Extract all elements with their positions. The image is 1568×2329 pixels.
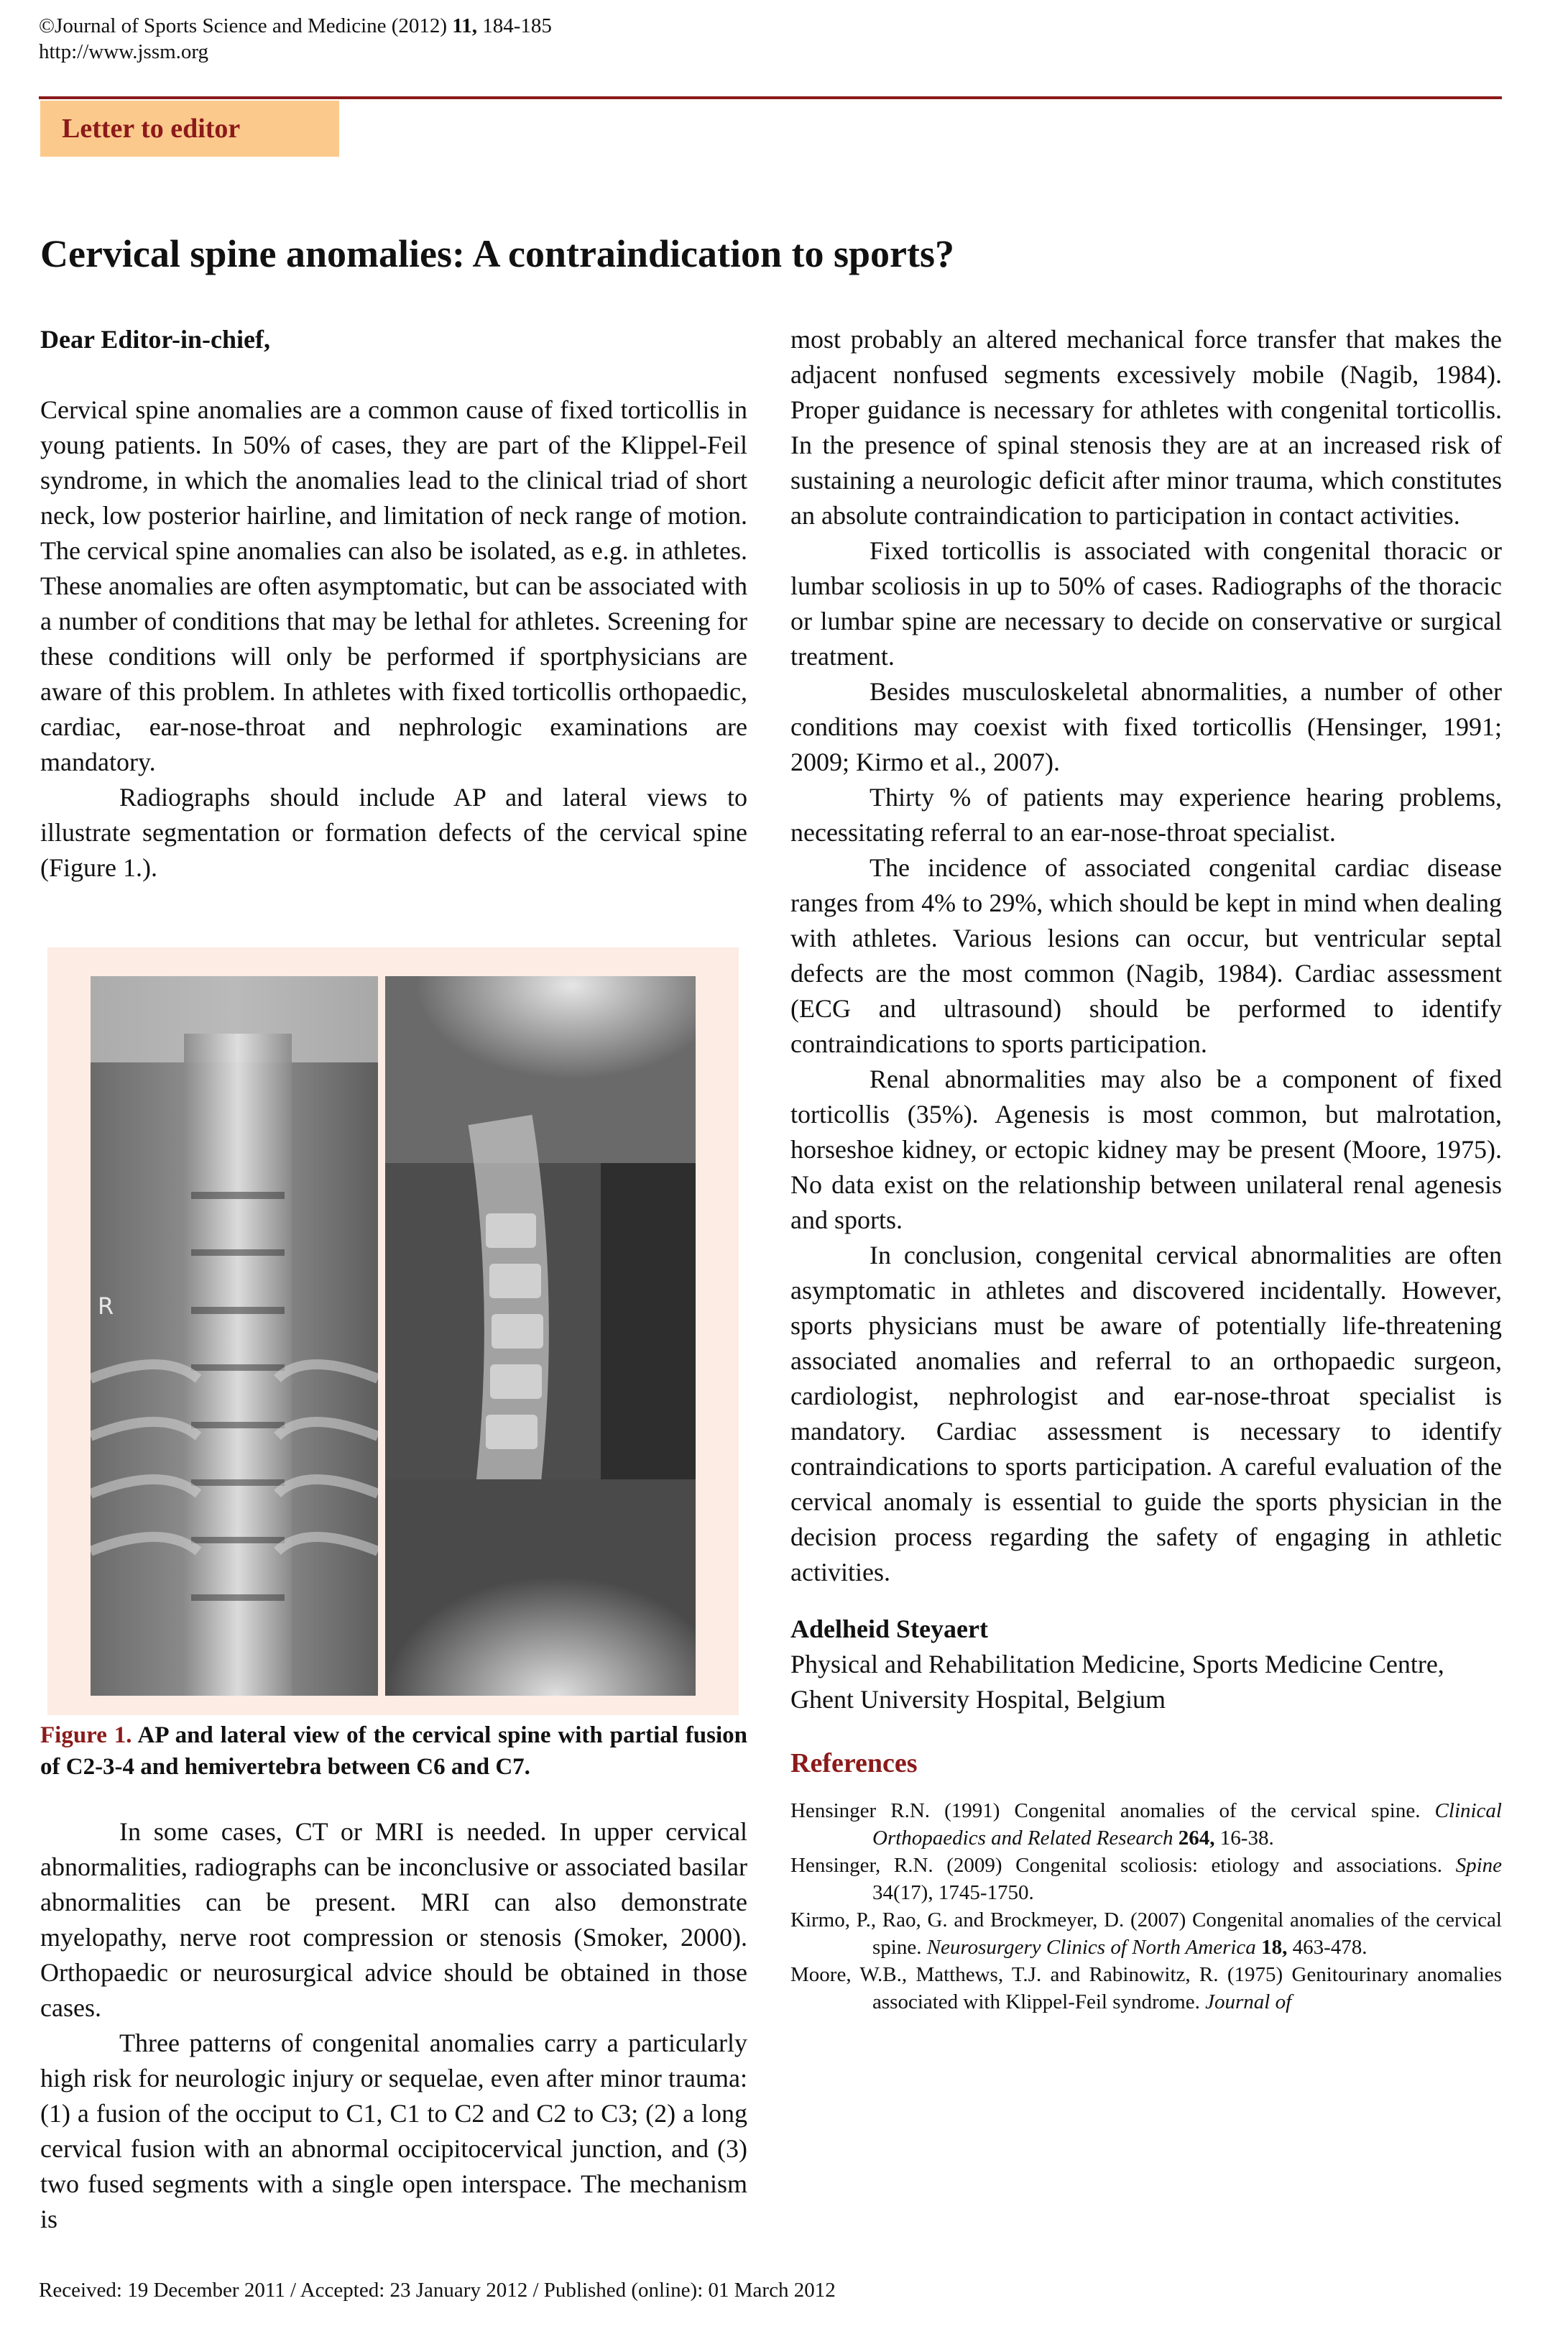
reference-authors: Hensinger, R.N. (2009) Congenital scoliosis: etiology and associations. — [790, 1854, 1456, 1877]
reference-journal: Spine — [1455, 1854, 1502, 1877]
reference-journal: Journal of — [1205, 1990, 1292, 2013]
reference-authors: Moore, W.B., Matthews, T.J. and Rabinowitz, R. (1975) Genitourinary anomalies associated with Klippel-Feil syndrome. — [790, 1963, 1502, 2013]
paragraph: Fixed torticollis is associated with congenital thoracic or lumbar scoliosis in up to 50% of cases. Radiographs of the thoracic or lumbar spine are necessary to decide on conservative or surgical treatment. — [790, 536, 1502, 671]
author-name: Adelheid Steyaert — [790, 1614, 988, 1643]
paragraph: Three patterns of congenital anomalies carry a particularly high risk for neurologic injury or sequelae, even after minor trauma: (1) a fusion of the occiput to C1, C1 to C2 and C2 to C3; (2) a long cervical fusion with an abnormal occipitocervical junction, and (3) two fused segments with a single open interspace. The mechanism is — [40, 2029, 747, 2233]
author-affiliation: Physical and Rehabilitation Medicine, Sports Medicine Centre, Ghent University Hospital, Belgium — [790, 1650, 1444, 1714]
reference-volume: 264, — [1173, 1827, 1215, 1850]
reference-pages: 34(17), 1745-1750. — [872, 1881, 1034, 1904]
figure-caption — [40, 1719, 747, 1783]
journal-citation — [39, 13, 552, 39]
reference-authors: Hensinger R.N. (1991) Congenital anomalies of the cervical spine. — [790, 1799, 1435, 1822]
paragraph: Cervical spine anomalies are a common cause of fixed torticollis in young patients. In 50% of cases, they are part of the Klippel-Feil syndrome, in which the anomalies lead to the clinical triad of short neck, low posterior hairline, and limitation of neck range of motion. The cervical spine anomalies can also be isolated, as e.g. in athletes. These anomalies are often asymptomatic, but can be associated with a number of conditions that may be lethal for athletes. Screening for these conditions will only be performed if sportphysicians are aware of this problem. In athletes with fixed torticollis orthopaedic, cardiac, ear-nose-throat and nephrologic examinations are mandatory. — [40, 395, 747, 776]
xray-ap-view — [91, 976, 378, 1696]
journal-volume: 11, — [452, 14, 477, 37]
paragraph: The incidence of associated congenital cardiac disease ranges from 4% to 29%, which should be kept in mind when dealing with athletes. Various lesions can occur, but ventricular septal defects are the most common (Nagib, 1984). Cardiac assessment (ECG and ultrasound) should be performed to identify contraindications to sports participation. — [790, 853, 1502, 1058]
paragraph: In conclusion, congenital cervical abnormalities are often asymptomatic in athletes and discovered incidentally. However, sports physicians must be aware of potentially life-threatening associated anomalies and referral to an orthopaedic surgeon, cardiologist, nephrologist and ear-nose-throat specialist is mandatory. Cardiac assessment is necessary to identify contraindications to sports participation. A careful evaluation of the cervical anomaly is essential to guide the sports physician in the decision process regarding the safety of engaging in athletic activities. — [790, 1241, 1502, 1586]
paragraph: Radiographs should include AP and lateral views to illustrate segmentation or formation defects of the cervical spine (Figure 1.). — [40, 783, 747, 882]
reference-item — [790, 1906, 1502, 1961]
reference-pages: 16-38. — [1214, 1827, 1274, 1850]
paragraph: most probably an altered mechanical force transfer that makes the adjacent nonfused segments excessively mobile (Nagib, 1984). Proper guidance is necessary for athletes with congenital torticollis. In the presence of spinal stenosis they are at an increased risk of sustaining a neurologic deficit after minor trauma, which constitutes an absolute contraindication to participation in contact activities. — [790, 325, 1502, 530]
journal-line: ©Journal of Sports Science and Medicine (2012) — [39, 14, 453, 37]
left-column-top — [40, 322, 747, 886]
paragraph: Renal abnormalities may also be a component of fixed torticollis (35%). Agenesis is most common, but malrotation, horseshoe kidney, or ectopic kidney may be present (Moore, 1975). No data exist on the relationship between unilateral renal agenesis and sports. — [790, 1065, 1502, 1234]
section-label: Letter to editor — [40, 101, 339, 157]
references-heading: References — [790, 1748, 918, 1778]
left-column-bottom — [40, 1814, 747, 2237]
reference-item — [790, 1961, 1502, 2016]
publication-dates: Received: 19 December 2011 / Accepted: 23 January 2012 / Published (online): 01 March 2012 — [39, 2279, 836, 2302]
reference-volume: 18, — [1255, 1936, 1288, 1959]
right-column — [790, 322, 1502, 2016]
header-rule — [39, 96, 1502, 99]
paragraph: Besides musculoskeletal abnormalities, a number of other conditions may coexist with fixed torticollis (Hensinger, 1991; 2009; Kirmo et al., 2007). — [790, 677, 1502, 776]
journal-url[interactable]: http://www.jssm.org — [39, 40, 209, 63]
reference-item — [790, 1852, 1502, 1906]
salutation: Dear Editor-in-chief, — [40, 325, 270, 354]
radiograph-side-marker: R — [98, 1292, 114, 1320]
paragraph: Thirty % of patients may experience hearing problems, necessitating referral to an ear-nose-throat specialist. — [790, 783, 1502, 847]
figure-caption-label: Figure 1. — [40, 1722, 132, 1748]
reference-journal: Clinical Orthopaedics and Related Research — [872, 1799, 1502, 1850]
reference-authors: Kirmo, P., Rao, G. and Brockmeyer, D. (2007) Congenital anomalies of the cervical spine. — [790, 1908, 1502, 1959]
figure-1 — [47, 947, 739, 1715]
xray-lateral-view — [385, 976, 696, 1696]
journal-pages: 184-185 — [476, 14, 552, 37]
article-title: Cervical spine anomalies: A contraindication to sports? — [40, 232, 954, 275]
paragraph: In some cases, CT or MRI is needed. In upper cervical abnormalities, radiographs can be inconclusive or associated basilar abnormalities can be present. MRI can also demonstrate myelopathy, nerve root compression or stenosis (Smoker, 2000). Orthopaedic or neurosurgical advice should be obtained in those cases. — [40, 1817, 747, 2022]
reference-item — [790, 1797, 1502, 1852]
figure-caption-text: AP and lateral view of the cervical spine with partial fusion of C2-3-4 and hemivertebra between C6 and C7. — [40, 1722, 747, 1780]
reference-journal: Neurosurgery Clinics of North America — [926, 1936, 1256, 1959]
reference-pages: 463-478. — [1287, 1936, 1368, 1959]
